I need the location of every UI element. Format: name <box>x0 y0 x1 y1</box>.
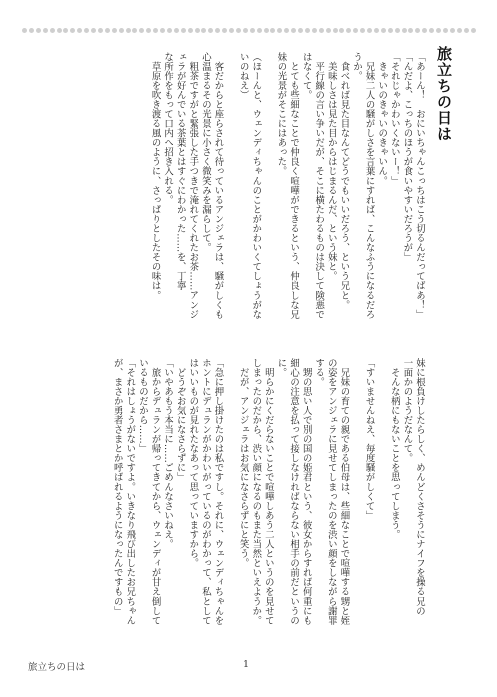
text-line: （ほーんと、ウェンディちゃんのことがかわいくてしょうがな <box>250 52 262 320</box>
divider-dot <box>270 28 275 33</box>
text-line <box>224 358 237 643</box>
divider-dot <box>277 28 282 33</box>
divider-dot <box>367 28 372 33</box>
text-line: 草原を吹き渡る風のように、さっぱりとしたその味は。 <box>149 52 161 301</box>
text-line: 「それじゃかわいくないー！」 <box>388 52 400 186</box>
text-line: 平行線の言い争いだが、そこに横たわるものは決して険悪で <box>313 52 325 320</box>
page-number: 1 <box>243 659 250 670</box>
divider-dot <box>381 28 386 33</box>
text-line: はなくて。 <box>300 52 312 100</box>
divider-dot <box>374 28 379 33</box>
text-line: 一面かのようだなんて。 <box>401 358 413 463</box>
divider-dot <box>257 28 262 33</box>
divider-dot <box>77 28 82 33</box>
text-line <box>261 52 274 337</box>
text-line: 心温まるその光景に小さく微笑みを漏らして。 <box>199 52 211 253</box>
text-line: 食べれば見た目なんてどうでもいいだろう、という兄と。 <box>338 52 350 310</box>
text-line: うか。 <box>351 52 363 81</box>
text-line: 甥の思い人で別の国の姫君という、彼女からすれば何重にも <box>300 358 312 626</box>
divider-dot <box>360 28 365 33</box>
text-line: 妹の光景がそこにはあった。 <box>275 52 287 177</box>
text-line: 旅からデュランが帰ってきてから、ウェンディが甘え倒して <box>149 358 161 626</box>
divider-dot <box>284 28 289 33</box>
divider-dot <box>63 28 68 33</box>
text-line: いのねえ） <box>237 52 249 100</box>
text-block-top <box>148 52 425 337</box>
divider-dot <box>326 28 331 33</box>
text-line: しまったのだから、渋い顔になるのもまた当然といえようか。 <box>250 358 262 626</box>
text-line: どうぞお気になさらずに」 <box>174 358 186 483</box>
divider-dot <box>160 28 165 33</box>
divider-dot <box>395 28 400 33</box>
divider-dot <box>201 28 206 33</box>
text-line: 細心の注意を払って接しなければならない相手の前だというの <box>288 358 300 626</box>
divider-dot <box>70 28 75 33</box>
divider-dot <box>312 28 317 33</box>
divider-dot <box>408 28 413 33</box>
divider-dot <box>415 28 420 33</box>
divider-dot <box>319 28 324 33</box>
divider-dot <box>353 28 358 33</box>
text-line: 「すいませんねえ、毎度騒がしくて」 <box>363 358 375 521</box>
text-block-bottom <box>110 358 425 643</box>
divider-dot <box>346 28 351 33</box>
text-line <box>375 358 388 643</box>
text-line: 兄妹二人の騒がしさを言葉にすれば、こんなふうになるだろ <box>363 52 375 320</box>
divider-dot <box>36 28 41 33</box>
divider-dot <box>388 28 393 33</box>
text-line: 「急に押し掛けたのは私ですし。それに、ウェンディちゃんを <box>212 358 224 626</box>
divider-dot <box>291 28 296 33</box>
text-line: 「あーん！ おにいちゃんこっちはこう切るんだってばあ！」 <box>414 52 425 320</box>
text-line: 美味しさは見た目からはじまるんだ、という妹と。 <box>325 52 337 281</box>
text-line: だが、アンジェラはお気になさらずにと笑う。 <box>237 358 249 568</box>
divider-dot <box>333 28 338 33</box>
text-line <box>349 358 362 643</box>
divider-dot <box>215 28 220 33</box>
divider-dot <box>457 28 462 33</box>
divider-dot <box>146 28 151 33</box>
divider-dot <box>57 28 62 33</box>
divider-dot <box>243 28 248 33</box>
text-line: 「んだよ、こっちのほうが食いやすいだろうが」 <box>401 52 413 262</box>
text-line: 明らかにくだらないことで喧嘩しあう二人というのを見せて <box>262 358 274 626</box>
divider-dot <box>443 28 448 33</box>
text-line: そんな柄にもないことを思ってしまう。 <box>388 358 400 540</box>
divider-dot <box>139 28 144 33</box>
decorative-dot-divider <box>22 28 476 34</box>
text-line: 客だからと座らされて待っているアンジェラは、騒がしくも <box>212 52 224 320</box>
divider-dot <box>195 28 200 33</box>
divider-dot <box>450 28 455 33</box>
divider-dot <box>264 28 269 33</box>
text-line: いるものだから……」 <box>136 358 148 454</box>
divider-dot <box>250 28 255 33</box>
divider-dot <box>91 28 96 33</box>
divider-dot <box>174 28 179 33</box>
divider-dot <box>436 28 441 33</box>
divider-dot <box>167 28 172 33</box>
divider-dot <box>222 28 227 33</box>
divider-dot <box>208 28 213 33</box>
divider-dot <box>126 28 131 33</box>
chapter-title: 旅立ちの日は <box>435 46 453 142</box>
text-line: 妹に根負けしたらしく、めんどくさそうにナイフを操る兄の <box>414 358 425 616</box>
divider-dot <box>22 28 27 33</box>
divider-dot <box>29 28 34 33</box>
text-line: きゃいのきゃいのきゃいん。 <box>376 52 388 186</box>
text-line: 粗茶ですがと緊張した手つきで淹れてくれたお茶……アンジ <box>187 52 199 320</box>
divider-dot <box>422 28 427 33</box>
text-line <box>224 52 237 337</box>
footer-title: 旅立ちの日は <box>28 662 86 673</box>
divider-dot <box>402 28 407 33</box>
text-line: が、まさか勇者さまとか呼ばれるようになったんですもの」 <box>111 358 123 616</box>
text-line: の姿をアンジェラに見せてしまったのを渋い顔をしながら謝罪 <box>325 358 337 626</box>
divider-dot <box>43 28 48 33</box>
text-line: する。 <box>313 358 325 387</box>
text-line: ホントにデュランがかわいがっているのがわかって、私として <box>199 358 211 626</box>
divider-dot <box>84 28 89 33</box>
text-line: ェラが好んでいる茶葉とはすぐにわかった……を、丁寧 <box>174 52 186 291</box>
text-line: はいいものが見れたなあって思っていますから。 <box>187 358 199 568</box>
divider-dot <box>112 28 117 33</box>
divider-dot <box>153 28 158 33</box>
divider-dot <box>181 28 186 33</box>
divider-dot <box>132 28 137 33</box>
divider-dot <box>119 28 124 33</box>
text-line: 兄妹の育ての親である伯母は、些細なことで喧嘩する甥と姪 <box>338 358 350 626</box>
divider-dot <box>471 28 476 33</box>
divider-dot <box>188 28 193 33</box>
text-line: な所作をもって口内へ招き入れる。 <box>162 52 174 205</box>
divider-dot <box>236 28 241 33</box>
divider-dot <box>305 28 310 33</box>
divider-dot <box>229 28 234 33</box>
text-line: に。 <box>275 358 287 378</box>
divider-dot <box>105 28 110 33</box>
divider-dot <box>429 28 434 33</box>
text-line: とても些細なことで仲良く喧嘩ができるという、仲良しな兄 <box>288 52 300 320</box>
divider-dot <box>298 28 303 33</box>
text-line: 「それはしょうがないですよ。いきなり飛び出したお兄ちゃん <box>124 358 136 626</box>
divider-dot <box>98 28 103 33</box>
divider-dot <box>339 28 344 33</box>
divider-dot <box>50 28 55 33</box>
divider-dot <box>464 28 469 33</box>
text-line: 「いやあもう本当に……ごめんなさいねえ。 <box>162 358 174 549</box>
